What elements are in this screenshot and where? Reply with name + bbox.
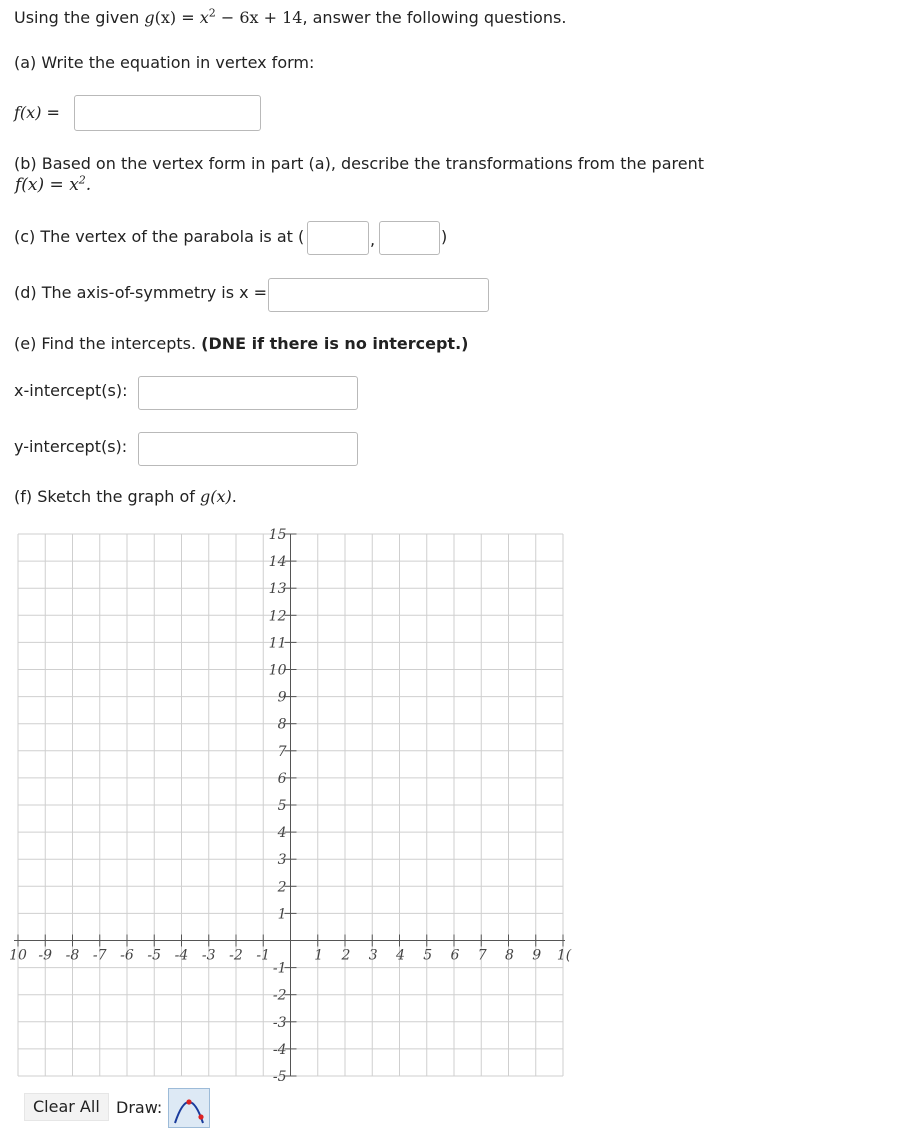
x-tick-label: 1(	[556, 947, 572, 964]
vertex-close-paren: )	[441, 227, 448, 246]
y-tick-label: 3	[277, 852, 287, 869]
part-c-label: (c) The vertex of the parabola is at (	[14, 227, 305, 246]
part-e-label: (e) Find the intercepts. (DNE if there is no intercept.)	[14, 334, 469, 353]
y-tick-label: 10	[268, 662, 287, 679]
y-tick-label: -1	[272, 960, 287, 977]
axis-of-symmetry-input[interactable]	[268, 278, 489, 312]
x-tick-label: -2	[229, 947, 243, 964]
y-tick-label: -4	[272, 1041, 287, 1058]
y-tick-label: -2	[272, 987, 287, 1004]
part-b-parent-function: $f(x) = x^2$.	[15, 173, 92, 195]
draw-label: Draw:	[116, 1098, 163, 1117]
x-tick-label: 10	[9, 947, 27, 964]
x-intercept-label: x-intercept(s):	[14, 381, 128, 400]
y-tick-label: 2	[277, 879, 287, 896]
part-a-fx-label: f(x) =	[14, 103, 60, 122]
y-tick-label: 6	[277, 770, 287, 787]
x-tick-label: 3	[368, 947, 378, 964]
y-tick-label: -3	[272, 1014, 287, 1031]
graph-canvas[interactable]	[0, 524, 919, 1084]
x-tick-label: 4	[396, 947, 405, 964]
y-tick-label: 8	[277, 716, 287, 733]
y-tick-label: 12	[268, 608, 287, 625]
x-tick-label: 9	[532, 947, 542, 964]
clear-all-button[interactable]: Clear All	[24, 1093, 109, 1121]
x-tick-label: 7	[477, 947, 487, 964]
x-tick-label: -9	[38, 947, 53, 964]
vertex-x-input[interactable]	[307, 221, 369, 255]
x-tick-label: -6	[120, 947, 134, 964]
part-b-label: (b) Based on the vertex form in part (a), describe the transformations from the parent	[14, 154, 704, 173]
vertex-y-input[interactable]	[379, 221, 440, 255]
y-tick-label: 9	[277, 689, 287, 706]
x-tick-label: -7	[92, 947, 107, 964]
part-d-label: (d) The axis-of-symmetry is x =	[14, 283, 268, 302]
x-intercept-input[interactable]	[138, 376, 358, 410]
y-tick-label: 4	[277, 825, 287, 842]
x-tick-label: 1	[314, 947, 324, 964]
y-intercept-input[interactable]	[138, 432, 358, 466]
x-tick-label: 6	[450, 947, 460, 964]
x-tick-label: -4	[174, 947, 189, 964]
x-tick-label: -5	[147, 947, 162, 964]
x-tick-label: -8	[65, 947, 80, 964]
vertex-form-input[interactable]	[74, 95, 261, 131]
x-tick-label: 2	[341, 947, 351, 964]
y-tick-label: 5	[277, 798, 287, 814]
vertex-comma: ,	[370, 230, 376, 249]
parabola-tool-button[interactable]	[168, 1088, 210, 1128]
y-tick-label: 7	[277, 743, 287, 760]
x-tick-label: -3	[201, 947, 216, 964]
y-tick-label: 13	[268, 581, 287, 598]
x-tick-label: 5	[423, 947, 433, 964]
y-tick-label: -5	[272, 1069, 287, 1084]
y-tick-label: 11	[268, 635, 287, 652]
y-tick-label: 14	[268, 554, 287, 571]
y-intercept-label: y-intercept(s):	[14, 437, 128, 456]
y-tick-label: 15	[268, 527, 287, 543]
y-tick-label: 1	[277, 906, 287, 923]
x-tick-label: -1	[256, 947, 271, 964]
x-tick-label: 8	[505, 947, 514, 964]
parabola-icon	[169, 1089, 209, 1127]
intro-text: Using the given $g(x) = x^2 - 6x + 14$, answer the following questions.	[14, 6, 567, 27]
part-f-label: (f) Sketch the graph of g(x).	[14, 487, 237, 506]
part-a-label: (a) Write the equation in vertex form:	[14, 53, 315, 72]
